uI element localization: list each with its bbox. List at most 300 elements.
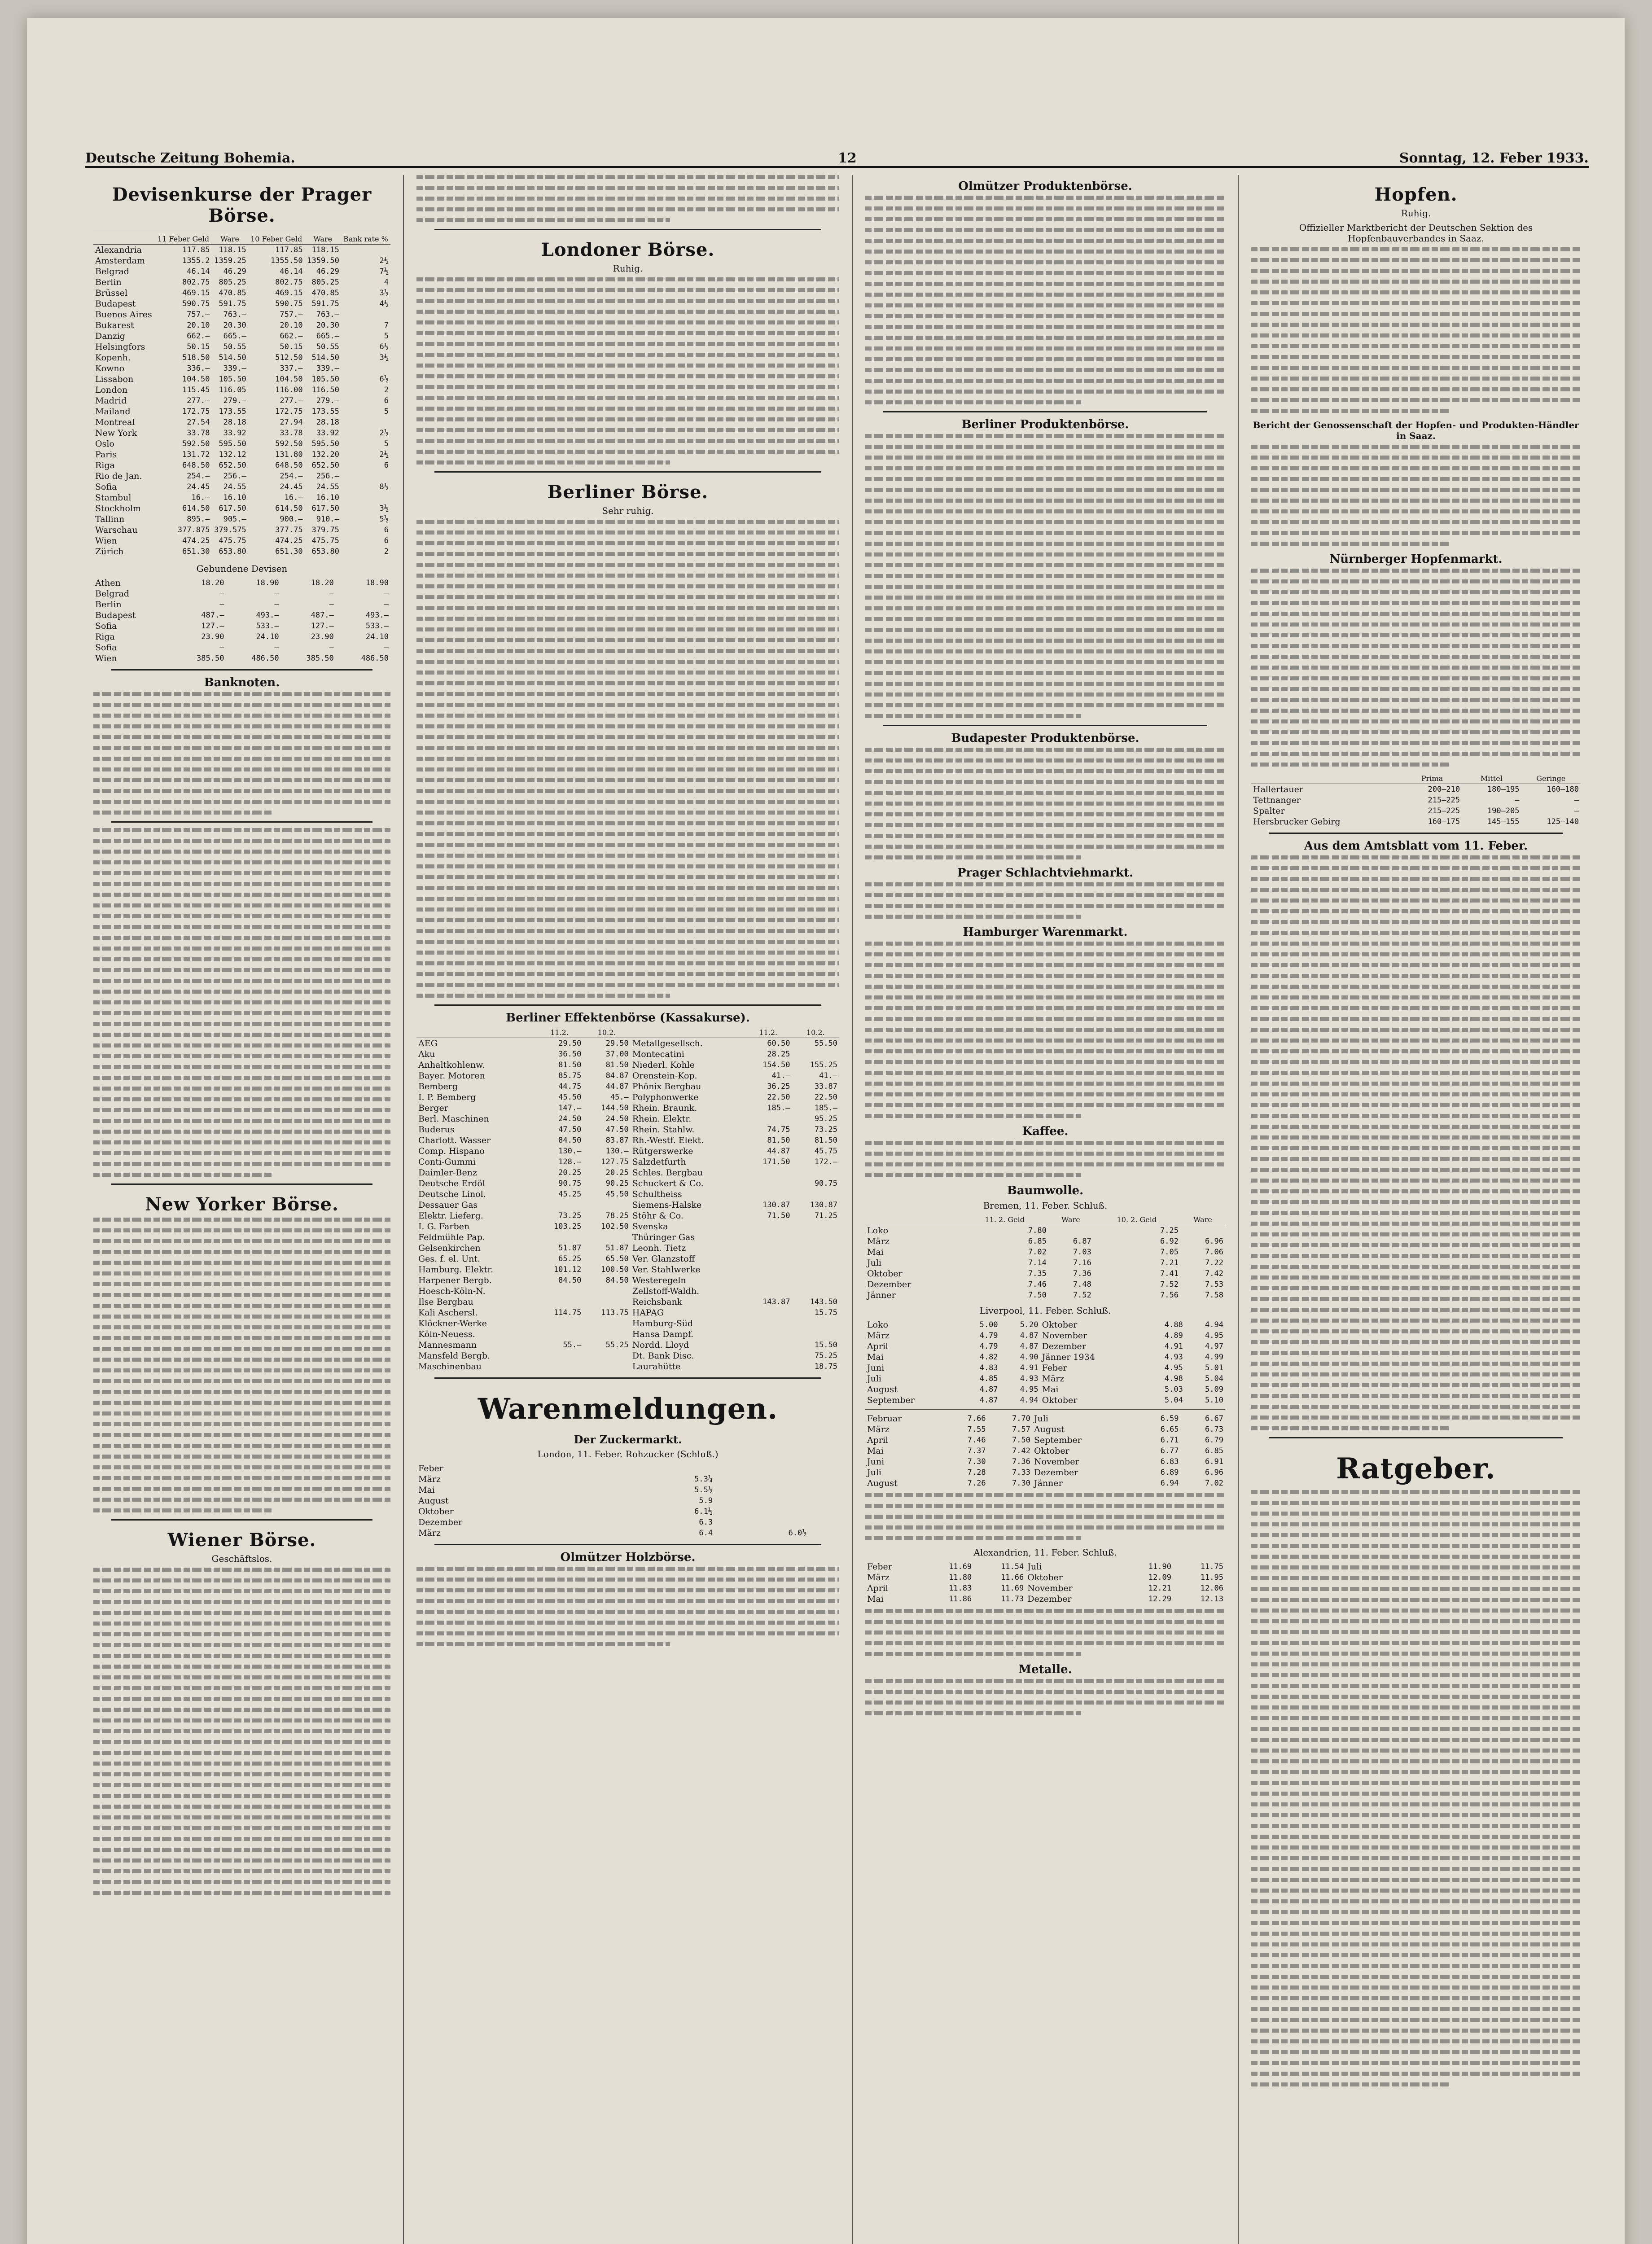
devisen-row xyxy=(93,449,390,460)
amtsblatt-title: Aus dem Amtsblatt vom 11. Feber. xyxy=(1304,839,1528,853)
liverpool-row xyxy=(865,1424,1225,1435)
table-cell: 469.15 xyxy=(182,289,210,298)
table-cell: Spalter xyxy=(1253,806,1285,816)
table-header-cell xyxy=(631,1027,745,1038)
effekten-row xyxy=(416,1221,839,1232)
liverpool2-table xyxy=(865,1413,1225,1489)
table-cell xyxy=(1180,1225,1225,1236)
table-cell: 116.50 xyxy=(311,386,339,394)
table-cell xyxy=(341,417,390,428)
table-cell: 279.— xyxy=(223,396,246,405)
table-cell xyxy=(745,1307,792,1318)
table-cell: 493.— xyxy=(256,611,279,620)
table-cell: HAPAG xyxy=(632,1308,664,1318)
table-cell: 118.15 xyxy=(311,245,339,254)
table-cell: Hamburg-Süd xyxy=(632,1319,693,1328)
table-cell: Rütgerswerke xyxy=(632,1146,693,1156)
table-cell: 7.05 xyxy=(1160,1248,1179,1257)
table-cell: Zellstoff-Waldh. xyxy=(632,1286,700,1296)
ratgeber-text xyxy=(1251,1490,1581,2086)
zucker-sub: London, 11. Feber. Rohzucker (Schluß.) xyxy=(537,1449,719,1459)
table-cell xyxy=(792,1329,840,1340)
table-cell: 29.50 xyxy=(605,1039,629,1048)
table-cell: 665.— xyxy=(223,332,246,341)
table-cell: 11.75 xyxy=(1200,1562,1223,1571)
table-cell: 7.16 xyxy=(1073,1258,1091,1267)
effekten-table xyxy=(416,1027,839,1372)
table-cell: 37.00 xyxy=(605,1050,629,1059)
table-cell: 104.50 xyxy=(182,375,210,384)
table-cell xyxy=(745,1286,792,1297)
table-header-cell: 11. 2. Geld xyxy=(961,1214,1048,1225)
table-cell: 6.3 xyxy=(699,1518,713,1527)
table-cell: Hallertauer xyxy=(1253,785,1303,794)
table-cell xyxy=(824,1495,839,1506)
foreign-stock-text xyxy=(93,828,390,1177)
table-cell: 4.79 xyxy=(979,1342,998,1351)
table-cell: 254.— xyxy=(187,472,210,481)
table-cell: 7.41 xyxy=(1160,1269,1179,1278)
table-cell: Thüringer Gas xyxy=(632,1232,695,1242)
table-cell: 12.21 xyxy=(1148,1584,1171,1593)
zucker-row xyxy=(416,1474,839,1485)
table-cell: Loko xyxy=(867,1226,889,1236)
zucker-table xyxy=(416,1463,839,1538)
table-header-cell: Ware xyxy=(211,234,248,245)
table-cell: Jänner xyxy=(1034,1478,1063,1488)
table-cell: 85.75 xyxy=(558,1071,582,1080)
table-cell: 12.09 xyxy=(1148,1573,1171,1582)
kaffee-title: Kaffee. xyxy=(1022,1125,1069,1138)
liverpool-row xyxy=(865,1413,1225,1424)
table-cell: 33.92 xyxy=(223,429,246,438)
table-cell: 4.99 xyxy=(1205,1353,1223,1362)
table-cell: 6½ xyxy=(379,375,389,384)
table-header-cell: Prima xyxy=(1402,773,1462,784)
table-cell: Leonh. Tietz xyxy=(632,1243,686,1253)
table-cell xyxy=(792,1189,840,1200)
table-cell: 11.90 xyxy=(1148,1562,1171,1571)
effekten-row xyxy=(416,1275,839,1286)
effekten-row xyxy=(416,1038,839,1049)
table-cell xyxy=(1048,1225,1093,1236)
table-cell xyxy=(824,1463,839,1474)
table-cell: 6.89 xyxy=(1160,1468,1179,1477)
table-cell: 20.25 xyxy=(558,1168,582,1177)
table-cell: 4.91 xyxy=(1164,1342,1183,1351)
devisen-row xyxy=(93,514,390,525)
table-cell: Mai xyxy=(867,1247,884,1257)
budapest-prod-title: Budapester Produktenbörse. xyxy=(951,732,1139,745)
table-cell: Salzdetfurth xyxy=(632,1157,686,1167)
table-cell: New York xyxy=(95,428,137,438)
table-cell: 7.21 xyxy=(1160,1258,1179,1267)
table-cell xyxy=(714,1474,808,1485)
table-cell: 5.04 xyxy=(1205,1374,1223,1383)
table-cell: Hamburg. Elektr. xyxy=(418,1265,494,1275)
table-cell: 84.50 xyxy=(605,1276,629,1285)
table-cell: 6.83 xyxy=(1160,1457,1179,1466)
table-cell: 7.42 xyxy=(1012,1446,1030,1455)
table-cell: 6.96 xyxy=(1205,1237,1223,1246)
table-cell: 27.54 xyxy=(187,418,210,427)
table-cell xyxy=(745,1113,792,1124)
table-cell: August xyxy=(418,1496,449,1506)
table-cell: Mai xyxy=(418,1485,435,1495)
table-cell: Dezember xyxy=(1034,1468,1078,1477)
table-cell: 653.80 xyxy=(219,547,246,556)
table-cell: 45.50 xyxy=(605,1190,629,1199)
table-header-cell: Geringe xyxy=(1521,773,1581,784)
table-cell: 171.50 xyxy=(762,1157,790,1166)
table-cell: Feber xyxy=(867,1562,892,1572)
table-cell: Dessauer Gas xyxy=(418,1200,478,1210)
table-cell: 7.14 xyxy=(1028,1258,1047,1267)
table-cell xyxy=(745,1318,792,1329)
table-cell: 1355.2 xyxy=(182,256,210,265)
table-header-cell: 11 Feber Geld xyxy=(155,234,212,245)
table-cell: 5.10 xyxy=(1205,1396,1223,1405)
table-cell: 614.50 xyxy=(275,504,303,513)
table-cell: 6.73 xyxy=(1205,1425,1223,1434)
bremen-row xyxy=(865,1247,1225,1258)
table-cell: 12.29 xyxy=(1148,1595,1171,1604)
table-cell: 591.75 xyxy=(311,299,339,308)
devisen-row xyxy=(93,471,390,482)
table-cell: 18.20 xyxy=(201,579,224,587)
table-cell: 55.25 xyxy=(605,1341,629,1350)
table-cell: Bukarest xyxy=(95,320,134,330)
bericht-title: Bericht der Genossenschaft der Hopfen- und Produkten-Händler in Saaz. xyxy=(1253,420,1579,441)
table-cell: März xyxy=(418,1474,441,1484)
table-cell xyxy=(809,1485,824,1495)
table-cell: Mai xyxy=(867,1594,884,1604)
table-cell: 84.87 xyxy=(605,1071,629,1080)
liverpool-text xyxy=(865,1493,1225,1540)
effekten-row xyxy=(416,1124,839,1135)
table-header-cell xyxy=(93,234,155,245)
london-sub: Ruhig. xyxy=(613,263,643,274)
devisen-row xyxy=(93,320,390,331)
berlin-prod-title: Berliner Produktenbörse. xyxy=(961,418,1129,431)
table-cell: 18.90 xyxy=(365,579,389,587)
table-cell: Oktober xyxy=(1034,1446,1069,1456)
effekten-row xyxy=(416,1253,839,1264)
table-cell xyxy=(792,1243,840,1253)
devisen-title: Devisenkurse der Prager Börse. xyxy=(112,184,372,226)
table-cell: 45.— xyxy=(610,1093,629,1102)
table-cell: 651.30 xyxy=(275,547,303,556)
table-cell: 6.4 xyxy=(699,1529,713,1538)
table-cell: 130.87 xyxy=(762,1201,790,1210)
table-cell: 7.33 xyxy=(1012,1468,1030,1477)
table-cell: Aku xyxy=(418,1049,435,1059)
preise-row xyxy=(1251,806,1581,816)
london-title: Londoner Börse. xyxy=(541,239,715,260)
table-cell: 4.91 xyxy=(1020,1363,1039,1372)
table-cell: 652.50 xyxy=(219,461,246,470)
table-cell: 6.96 xyxy=(1205,1468,1223,1477)
table-cell: Laurahütte xyxy=(632,1362,681,1372)
table-cell: 533.— xyxy=(365,622,389,631)
table-cell: 7.52 xyxy=(1073,1291,1091,1300)
bremen-row xyxy=(865,1236,1225,1247)
table-cell xyxy=(745,1232,792,1243)
table-cell xyxy=(792,1264,840,1275)
table-cell: 115.45 xyxy=(182,386,210,394)
table-cell: 114.75 xyxy=(553,1308,582,1317)
table-cell: — xyxy=(219,600,224,609)
table-cell: 11.83 xyxy=(949,1584,972,1593)
table-cell: 385.50 xyxy=(197,654,224,663)
zucker-row xyxy=(416,1495,839,1506)
table-cell: 339.— xyxy=(316,364,339,373)
table-cell: Sofia xyxy=(95,621,117,631)
table-cell: 11.69 xyxy=(1001,1584,1024,1593)
table-cell: 651.30 xyxy=(182,547,210,556)
table-cell: 105.50 xyxy=(311,375,339,384)
table-cell xyxy=(714,1495,808,1506)
table-cell: Jänner xyxy=(867,1290,896,1300)
table-cell xyxy=(824,1506,839,1517)
devisen-row xyxy=(93,460,390,471)
table-cell: 16.10 xyxy=(223,493,246,502)
table-cell: 470.85 xyxy=(311,289,339,298)
devisen-row xyxy=(93,331,390,342)
hopfen-title: Hopfen. xyxy=(1374,184,1458,205)
table-cell: 4.95 xyxy=(1164,1363,1183,1372)
table-cell: 7.36 xyxy=(1073,1269,1091,1278)
table-cell: Kowno xyxy=(95,364,125,373)
table-cell: 514.50 xyxy=(311,353,339,362)
table-cell: 36.25 xyxy=(767,1082,790,1091)
table-cell: 20.30 xyxy=(316,321,339,330)
table-cell: 12.06 xyxy=(1200,1584,1223,1593)
olmuetz-title: Olmützer Produktenbörse. xyxy=(958,180,1132,193)
table-cell: November xyxy=(1034,1457,1079,1467)
devisen2-row xyxy=(93,621,390,631)
table-cell xyxy=(745,1243,792,1253)
table-cell: Rh.-Westf. Elekt. xyxy=(632,1135,704,1145)
table-cell: 590.75 xyxy=(275,299,303,308)
table-cell: 4.95 xyxy=(1020,1385,1039,1394)
table-cell: 24.50 xyxy=(605,1114,629,1123)
table-cell: 46.29 xyxy=(223,267,246,276)
liverpool-row xyxy=(865,1319,1225,1330)
table-cell: 5.00 xyxy=(979,1320,998,1329)
berlin-sub: Sehr ruhig. xyxy=(602,505,654,516)
table-cell: 6.1½ xyxy=(694,1507,713,1516)
table-cell: Stambul xyxy=(95,493,131,503)
table-cell: 802.75 xyxy=(182,278,210,287)
table-cell: 104.50 xyxy=(275,375,303,384)
devisen-row xyxy=(93,546,390,557)
table-cell: 4.87 xyxy=(1020,1331,1039,1340)
devisen2-table xyxy=(93,578,390,664)
table-cell: 4.94 xyxy=(1020,1396,1039,1405)
table-cell xyxy=(536,1200,583,1210)
table-cell: — xyxy=(329,643,334,652)
hopfen-preise-table xyxy=(1251,773,1581,827)
liverpool-row xyxy=(865,1435,1225,1446)
devisen-row xyxy=(93,298,390,309)
table-cell: 5.04 xyxy=(1164,1396,1183,1405)
table-cell: April xyxy=(867,1341,889,1351)
table-cell: 4.79 xyxy=(979,1331,998,1340)
effekten-row xyxy=(416,1060,839,1070)
newspaper-page xyxy=(27,18,1625,2244)
table-cell: 103.25 xyxy=(553,1222,582,1231)
table-cell: 15.50 xyxy=(814,1341,837,1350)
table-cell: Paris xyxy=(95,450,117,460)
table-cell: 6.85 xyxy=(1205,1446,1223,1455)
table-cell: Sofia xyxy=(95,643,117,653)
table-cell: 11.66 xyxy=(1001,1573,1024,1582)
table-cell: 7.06 xyxy=(1205,1248,1223,1257)
table-cell: Oktober xyxy=(867,1269,903,1279)
newyork-text xyxy=(93,1218,390,1512)
table-cell xyxy=(583,1297,630,1307)
table-cell: 533.— xyxy=(256,622,279,631)
table-cell: 185.— xyxy=(767,1104,790,1113)
table-cell: — xyxy=(274,589,279,598)
table-cell: Belgrad xyxy=(95,267,130,276)
table-cell: 7.28 xyxy=(967,1468,986,1477)
table-cell: Hersbrucker Gebirg xyxy=(1253,817,1341,827)
table-cell: 910.— xyxy=(316,515,339,524)
liverpool-row xyxy=(865,1395,1225,1406)
page-header xyxy=(85,139,1589,168)
table-cell: 805.25 xyxy=(219,278,246,287)
baumwolle-title: Baumwolle. xyxy=(1007,1184,1084,1197)
table-cell: Loko xyxy=(867,1320,889,1330)
table-cell: Maschinenbau xyxy=(418,1362,482,1372)
table-cell: 6.59 xyxy=(1160,1414,1179,1423)
column-3 xyxy=(853,175,1239,2244)
table-cell: — xyxy=(384,589,389,598)
table-cell: Juli xyxy=(867,1374,882,1384)
table-cell: Budapest xyxy=(95,610,136,620)
table-cell: Rhein. Braunk. xyxy=(632,1103,697,1113)
table-cell: 47.50 xyxy=(605,1125,629,1134)
table-cell: 6.87 xyxy=(1073,1237,1091,1246)
table-cell: 200—210 xyxy=(1428,785,1460,794)
table-cell: 385.50 xyxy=(306,654,334,663)
bremen-row xyxy=(865,1268,1225,1279)
table-cell: 24.45 xyxy=(187,482,210,491)
devisen-row xyxy=(93,417,390,428)
devisen2-row xyxy=(93,653,390,664)
table-cell: 763.— xyxy=(223,310,246,319)
table-cell: 55.— xyxy=(563,1341,582,1350)
table-cell xyxy=(809,1463,824,1474)
table-cell: Zürich xyxy=(95,547,124,557)
table-cell: August xyxy=(867,1478,898,1488)
table-cell: 130.— xyxy=(605,1147,629,1156)
table-cell: 5.9 xyxy=(699,1496,713,1505)
table-cell: 154.50 xyxy=(762,1061,790,1069)
table-cell: 7.46 xyxy=(967,1436,986,1445)
table-cell: 125—140 xyxy=(1547,817,1579,826)
table-cell: Orenstein-Kop. xyxy=(632,1071,697,1081)
bremen-row xyxy=(865,1290,1225,1301)
effekten-row xyxy=(416,1297,839,1307)
table-cell: 11.73 xyxy=(1001,1595,1024,1604)
table-cell: 41.— xyxy=(771,1071,790,1080)
table-cell xyxy=(536,1361,583,1372)
table-cell xyxy=(341,471,390,482)
table-cell: 84.50 xyxy=(558,1136,582,1145)
table-cell: 5 xyxy=(384,332,389,341)
table-cell: 487.— xyxy=(201,611,224,620)
table-cell: 7.36 xyxy=(1012,1457,1030,1466)
table-cell xyxy=(583,1350,630,1361)
liverpool-row xyxy=(865,1446,1225,1456)
effekten-row xyxy=(416,1103,839,1113)
table-cell: 22.50 xyxy=(767,1093,790,1102)
table-cell: Metallgesellsch. xyxy=(632,1039,703,1048)
table-cell: 6.94 xyxy=(1160,1479,1179,1488)
table-cell xyxy=(714,1517,808,1528)
devisen-row xyxy=(93,492,390,503)
table-cell: 18.20 xyxy=(311,579,334,587)
table-cell: Daimler-Benz xyxy=(418,1168,477,1178)
effekten-row xyxy=(416,1092,839,1103)
table-cell: Dt. Bank Disc. xyxy=(632,1351,694,1361)
devisen-row xyxy=(93,277,390,288)
table-cell: 763.— xyxy=(316,310,339,319)
table-cell: 5.03 xyxy=(1164,1385,1183,1394)
table-cell: 7.50 xyxy=(1012,1436,1030,1445)
table-cell: 11.95 xyxy=(1200,1573,1223,1582)
table-cell: 277.— xyxy=(280,396,303,405)
table-cell: 6.71 xyxy=(1160,1436,1179,1445)
preise-row xyxy=(1251,816,1581,827)
berlin-prod-text xyxy=(865,434,1225,718)
table-cell: 7.57 xyxy=(1012,1425,1030,1434)
table-cell: London xyxy=(95,385,128,395)
hopfen-text xyxy=(1251,247,1581,413)
table-cell: Phönix Bergbau xyxy=(632,1082,701,1091)
table-cell: 11.80 xyxy=(949,1573,972,1582)
table-cell: 22.50 xyxy=(814,1093,837,1102)
table-cell: 665.— xyxy=(316,332,339,341)
table-header-cell: 11.2. xyxy=(745,1027,792,1038)
table-cell: 4.90 xyxy=(1020,1353,1039,1362)
table-cell: 190—205 xyxy=(1487,806,1520,815)
table-cell: 6 xyxy=(384,536,389,545)
table-cell: 512.50 xyxy=(275,353,303,362)
table-cell: 20.10 xyxy=(280,321,303,330)
table-cell: 81.50 xyxy=(605,1061,629,1069)
table-cell: 160—180 xyxy=(1547,785,1579,794)
table-cell: Mai xyxy=(1042,1385,1059,1394)
waren-title: Warenmeldungen. xyxy=(478,1392,778,1426)
devisen-row xyxy=(93,503,390,514)
liverpool-row xyxy=(865,1373,1225,1384)
devisen2-row xyxy=(93,578,390,588)
table-cell: 16.— xyxy=(284,493,303,502)
table-cell xyxy=(745,1329,792,1340)
london-text xyxy=(416,277,839,465)
table-cell: Deutsche Linol. xyxy=(418,1189,486,1199)
table-cell: 592.50 xyxy=(275,439,303,448)
table-cell: 12.13 xyxy=(1200,1595,1223,1604)
table-cell: Helsingfors xyxy=(95,342,145,352)
bremen-table xyxy=(865,1214,1225,1301)
devisen-row xyxy=(93,395,390,406)
table-cell: Elektr. Lieferg. xyxy=(418,1211,483,1221)
